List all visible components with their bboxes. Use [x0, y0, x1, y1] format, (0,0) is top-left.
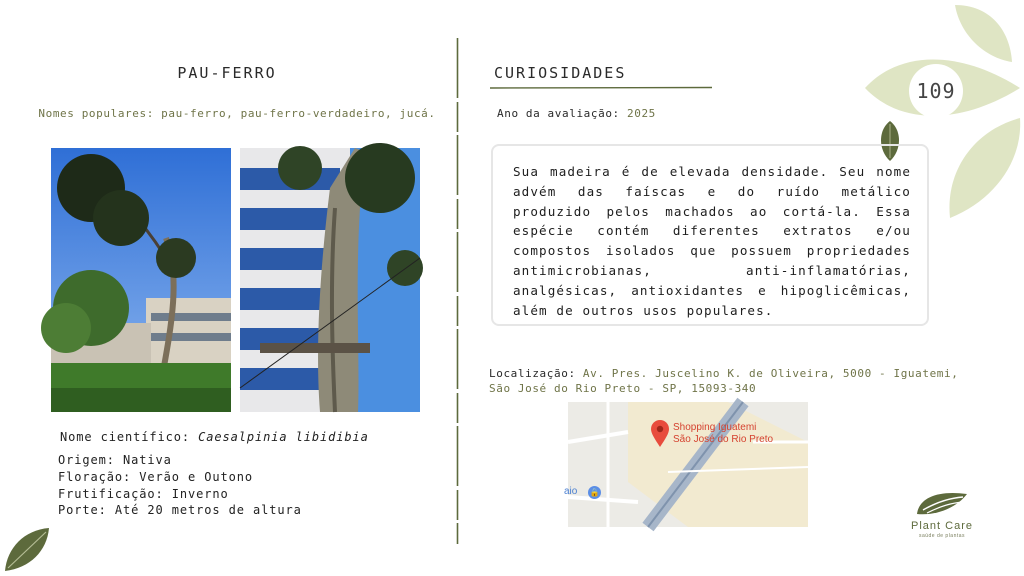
- map-pin-icon[interactable]: [650, 420, 670, 448]
- scientific-name: Caesalpinia libidibia: [198, 430, 369, 444]
- popular-names: Nomes populares: pau-ferro, pau-ferro-verdadeiro, jucá.: [38, 107, 436, 120]
- corner-leaf-icon: [2, 526, 52, 574]
- detail-frutificacao: Frutificação: Inverno: [58, 487, 229, 501]
- evaluation-year-label: Ano da avaliação:: [497, 107, 628, 120]
- tree-photo-1: [51, 148, 231, 412]
- species-title: PAU-FERRO: [177, 64, 277, 82]
- scientific-name-line: [60, 430, 369, 444]
- tree-photo-2: [240, 148, 420, 412]
- location: [489, 366, 975, 396]
- column-divider: [456, 38, 459, 544]
- location-map[interactable]: [564, 402, 808, 527]
- curiosities-title: CURIOSIDADES: [494, 64, 627, 82]
- map-pin-label-line-1: Shopping Iguatemi: [673, 422, 757, 433]
- detail-floracao: Floração: Verão e Outono: [58, 470, 253, 484]
- detail-porte: Porte: Até 20 metros de altura: [58, 503, 302, 517]
- map-pin-label: [673, 422, 773, 446]
- detail-origem: Origem: Nativa: [58, 453, 172, 467]
- shopping-bag-icon: 🔒: [589, 488, 600, 497]
- title-underline: [490, 86, 712, 90]
- location-label: Localização:: [489, 367, 583, 380]
- evaluation-year: [497, 107, 656, 120]
- map-pin-label-line-2: São José do Rio Preto: [673, 434, 774, 445]
- page-number-badge: [909, 64, 963, 118]
- map-side-label: aio: [564, 486, 578, 497]
- curiosity-box: [491, 144, 929, 326]
- evaluation-year-value: 2025: [627, 107, 656, 120]
- location-address: Av. Pres. Juscelino K. de Oliveira, 5000 - Iguatemi, São José do Rio Preto - SP, 15093-340: [489, 367, 959, 395]
- plant-care-logo-icon: [913, 488, 971, 518]
- logo-tagline: saúde de plantas: [918, 533, 966, 539]
- logo-name: Plant Care: [911, 520, 973, 532]
- scientific-name-label: Nome científico:: [60, 430, 199, 444]
- curiosity-text: Sua madeira é de elevada densidade. Seu nome advém das faíscas e do ruído metálico produzido pelos machados ao cortá-la. Essa espécie contém diferentes extratos e/ou compostos isolados que possuem propriedades antimicrobianas, anti-inflamatórias, analgésicas, antioxidantes e hipoglicêmicas, além de outros usos populares.: [513, 164, 911, 318]
- page-number: 109: [916, 79, 956, 103]
